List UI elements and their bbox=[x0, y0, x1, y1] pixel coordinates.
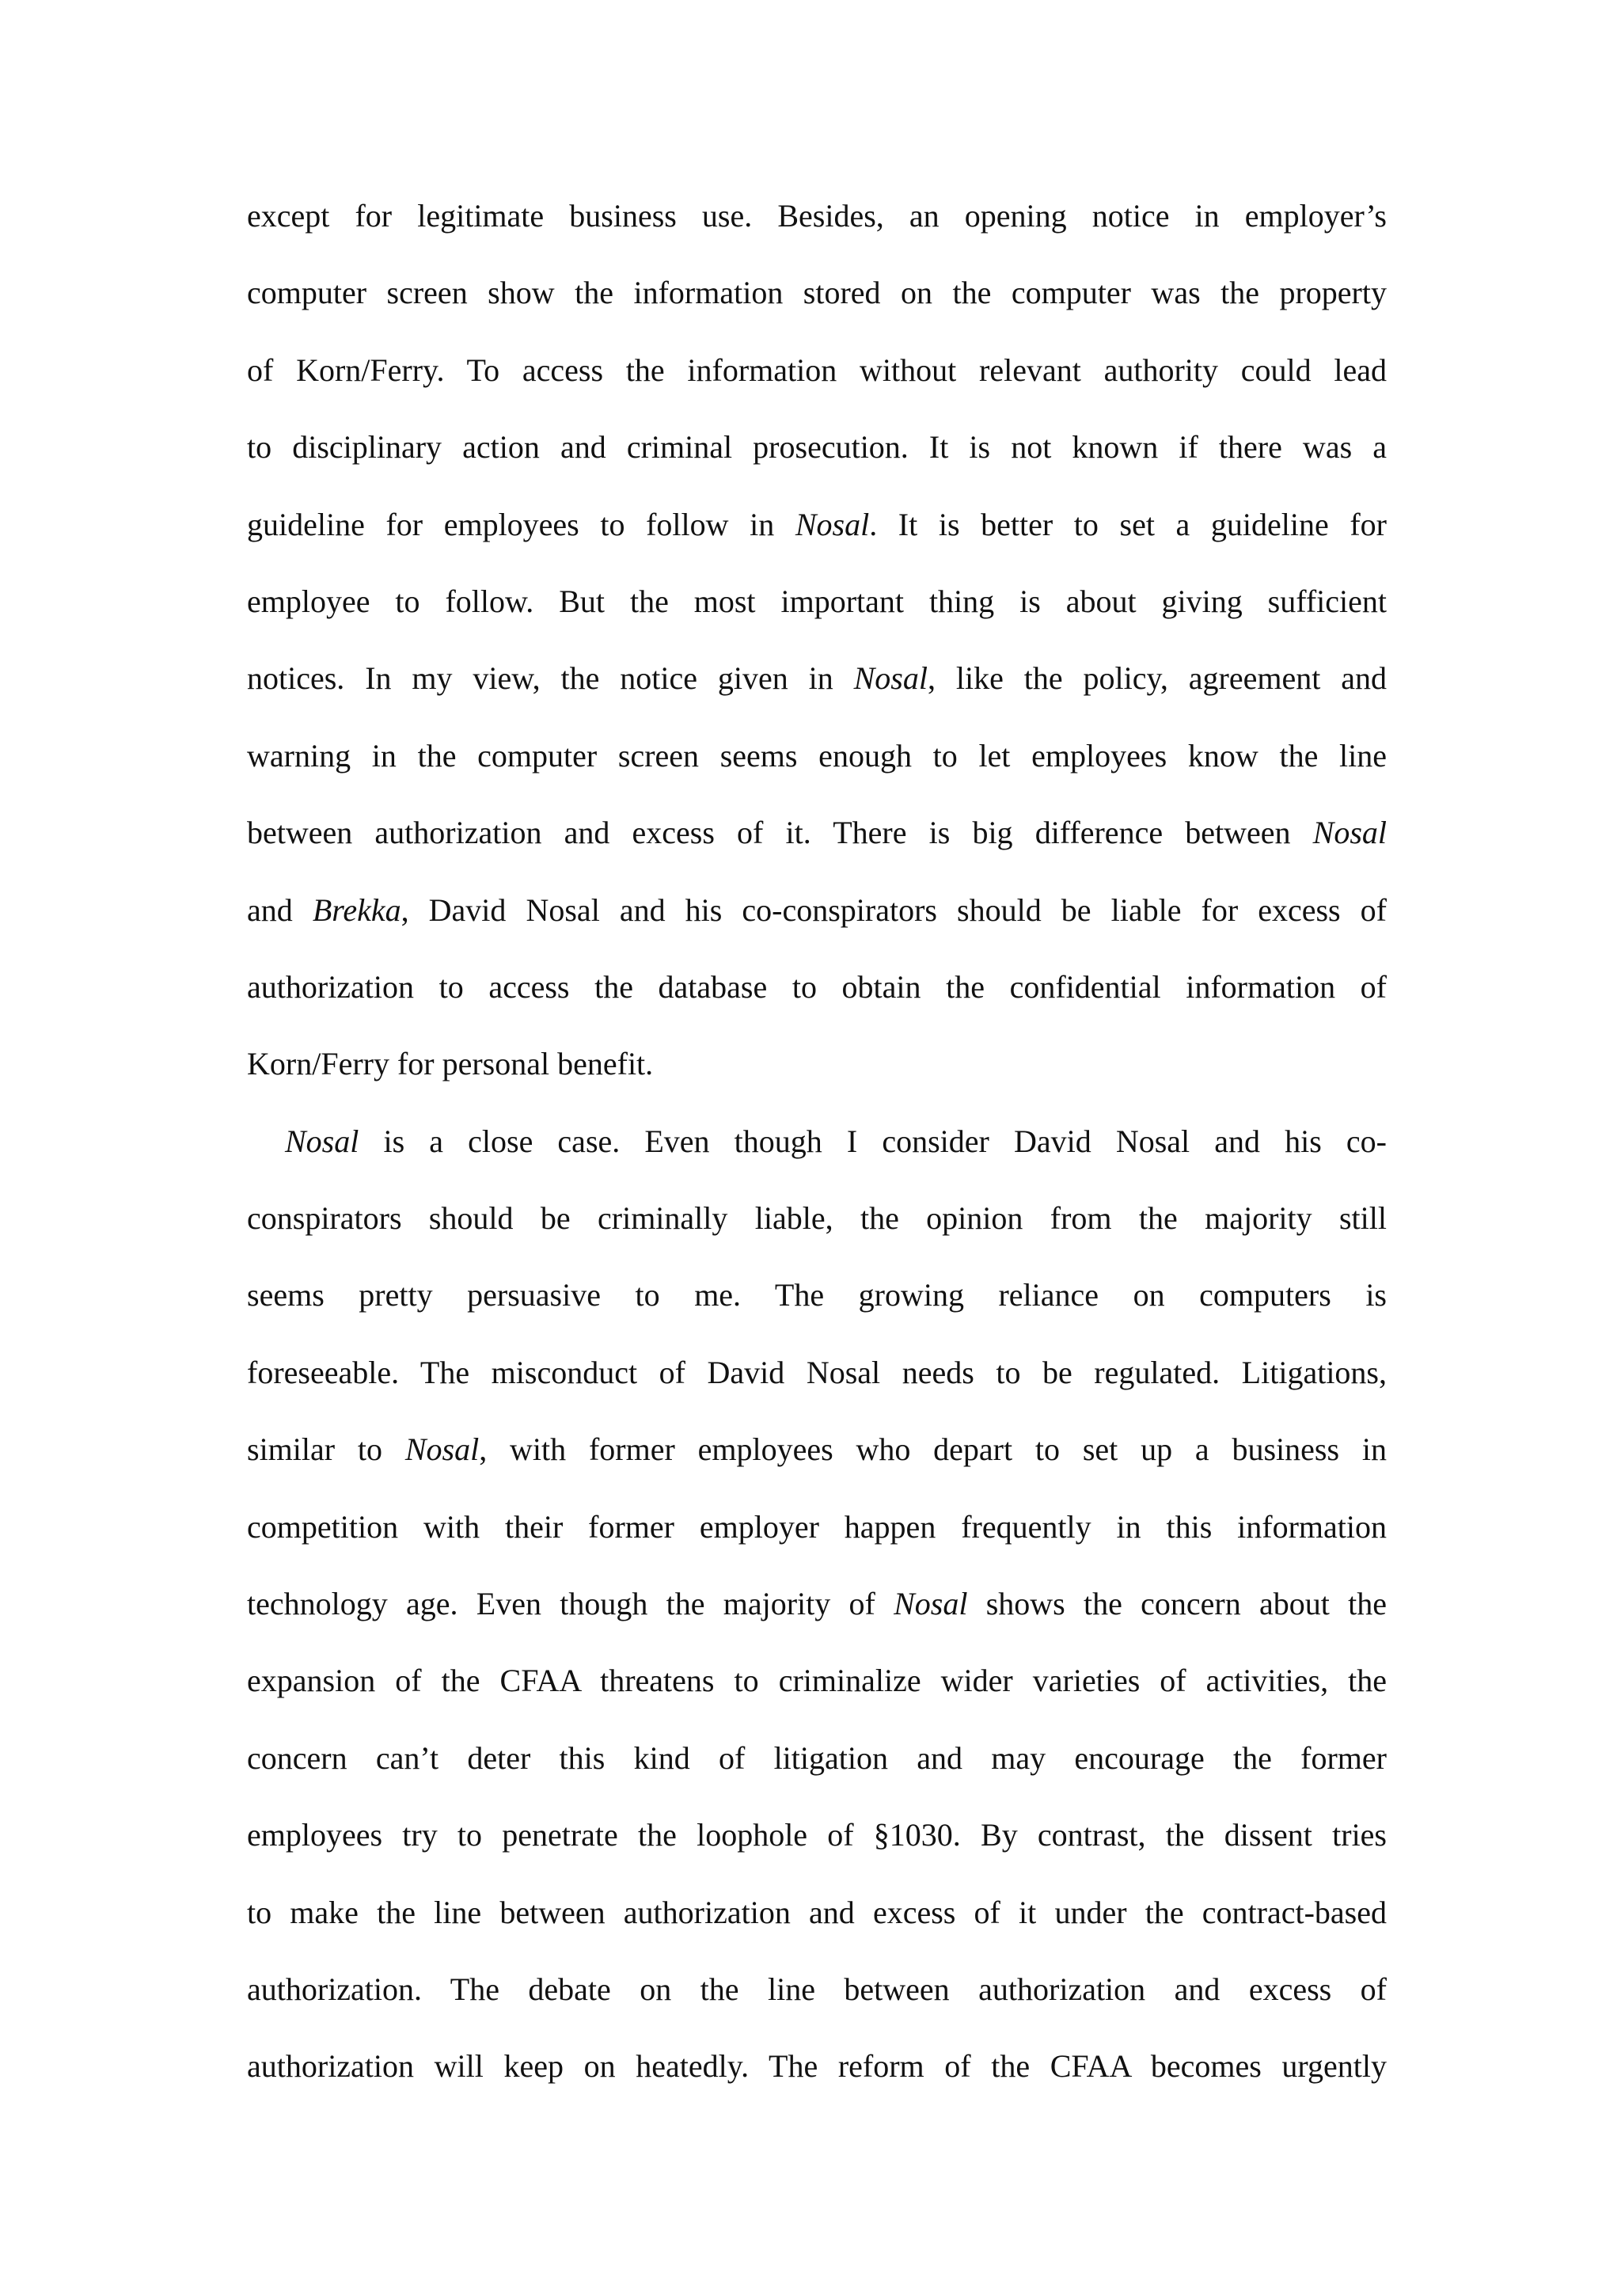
case-name: Nosal bbox=[404, 1431, 480, 1468]
text-segment: authorization will keep on heatedly. The reform of the CFAA becomes urgently bbox=[247, 2048, 1387, 2085]
text-line bbox=[247, 1118, 1387, 1195]
text-segment: , David Nosal and his co-conspirators should be liable for excess of bbox=[401, 891, 1387, 928]
text-line bbox=[247, 1966, 1387, 2043]
text-segment: between authorization and excess of it. There is big difference between bbox=[247, 815, 1313, 851]
text-segment: computer screen show the information stored on the computer was the property bbox=[247, 275, 1387, 311]
text-segment: conspirators should be criminally liable, the opinion from the majority still bbox=[247, 1200, 1387, 1237]
text-segment: guideline for employees to follow in bbox=[247, 506, 795, 542]
text-segment: expansion of the CFAA threatens to criminalize wider varieties of activities, the bbox=[247, 1663, 1387, 1699]
text-segment: , with former employees who depart to set up a business in bbox=[479, 1431, 1387, 1468]
text-line bbox=[247, 1735, 1387, 1811]
text-segment: shows the concern about the bbox=[967, 1586, 1387, 1622]
text-line bbox=[247, 655, 1387, 732]
text-line bbox=[247, 1503, 1387, 1580]
text-segment: . It is better to set a guideline for bbox=[869, 506, 1387, 542]
text-line bbox=[247, 192, 1387, 269]
text-segment: foreseeable. The misconduct of David Nosal needs to be regulated. Litigations, bbox=[247, 1354, 1387, 1390]
text-segment: seems pretty persuasive to me. The growing reliance on computers is bbox=[247, 1277, 1387, 1313]
body-text bbox=[247, 192, 1387, 2120]
text-segment: notices. In my view, the notice given in bbox=[247, 660, 854, 697]
text-line bbox=[247, 1349, 1387, 1426]
text-segment: authorization to access the database to obtain the confidential information of bbox=[247, 968, 1387, 1005]
text-line bbox=[247, 269, 1387, 346]
text-segment: to disciplinary action and criminal prosecution. It is not known if there was a bbox=[247, 429, 1387, 466]
text-segment: concern can’t deter this kind of litigation and may encourage the former bbox=[247, 1739, 1387, 1776]
text-line bbox=[247, 2043, 1387, 2119]
text-segment: authorization. The debate on the line between authorization and excess of bbox=[247, 1971, 1387, 2007]
text-line bbox=[247, 732, 1387, 809]
text-segment: is a close case. Even though I consider David Nosal and his co- bbox=[359, 1123, 1387, 1159]
text-line bbox=[247, 578, 1387, 655]
text-segment: and bbox=[247, 891, 313, 928]
text-segment: , like the policy, agreement and bbox=[927, 660, 1387, 697]
text-segment: employee to follow. But the most important thing is about giving sufficient bbox=[247, 583, 1387, 619]
text-segment: warning in the computer screen seems enough to let employees know the line bbox=[247, 737, 1387, 774]
text-line bbox=[247, 1580, 1387, 1657]
text-segment: except for legitimate business use. Besides, an opening notice in employer’s bbox=[247, 198, 1387, 234]
text-line bbox=[247, 809, 1387, 886]
case-name: Nosal bbox=[285, 1123, 359, 1159]
text-line bbox=[247, 887, 1387, 964]
text-segment: technology age. Even though the majority of bbox=[247, 1586, 894, 1622]
case-name: Nosal bbox=[1312, 815, 1387, 851]
text-segment: of Korn/Ferry. To access the information without relevant authority could lead bbox=[247, 352, 1387, 388]
text-segment: similar to bbox=[247, 1431, 405, 1468]
text-line bbox=[247, 1889, 1387, 1966]
text-line bbox=[247, 1811, 1387, 1888]
text-line bbox=[247, 1426, 1387, 1503]
case-name: Nosal bbox=[795, 506, 870, 542]
text-line bbox=[247, 424, 1387, 500]
text-line bbox=[247, 1272, 1387, 1348]
text-line bbox=[247, 964, 1387, 1040]
text-line bbox=[247, 1040, 1387, 1117]
text-line bbox=[247, 1657, 1387, 1734]
text-segment: competition with their former employer happen frequently in this information bbox=[247, 1508, 1387, 1545]
text-segment: employees try to penetrate the loophole of §1030. By contrast, the dissent tries bbox=[247, 1817, 1387, 1853]
case-name: Brekka bbox=[312, 891, 401, 928]
text-line bbox=[247, 347, 1387, 424]
text-line bbox=[247, 501, 1387, 578]
case-name: Nosal bbox=[894, 1586, 968, 1622]
text-line bbox=[247, 1195, 1387, 1272]
case-name: Nosal bbox=[853, 660, 928, 697]
text-segment: to make the line between authorization and excess of it under the contract-based bbox=[247, 1894, 1387, 1930]
text-segment: Korn/Ferry for personal benefit. bbox=[247, 1046, 654, 1082]
